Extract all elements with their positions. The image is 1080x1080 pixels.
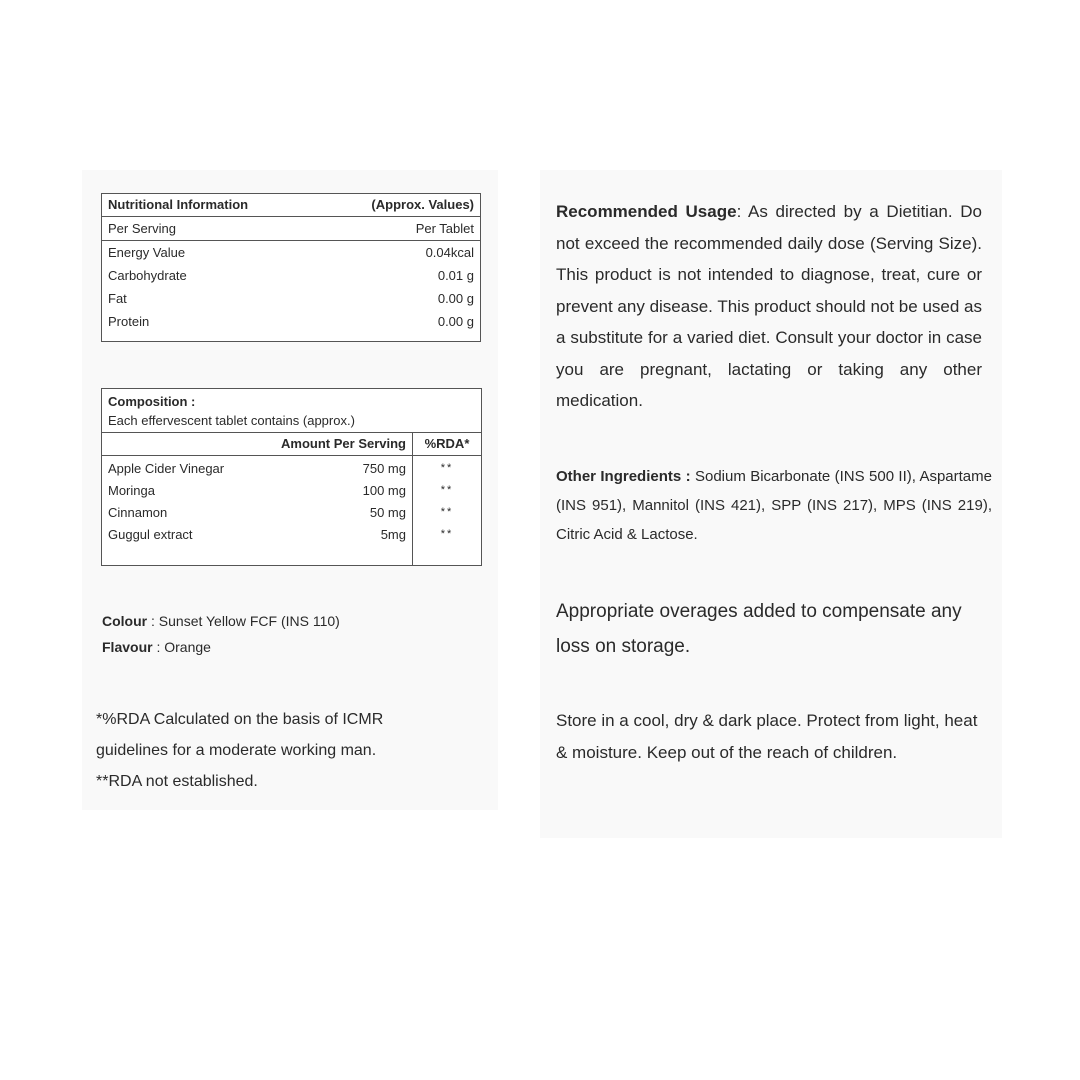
ingredient-amount: 50 mg — [369, 505, 406, 520]
rda-column-header: %RDA* — [424, 436, 470, 451]
header-spacer — [102, 433, 230, 455]
ingredient-amount: 5mg — [380, 527, 406, 542]
flavour-label: Flavour — [102, 639, 153, 655]
composition-header-row — [102, 433, 481, 456]
ingredient-rda: ** — [440, 462, 454, 474]
ingredient-name: Cinnamon — [108, 505, 168, 520]
nutrition-header-row — [102, 194, 480, 217]
flavour-value: : Orange — [156, 639, 211, 655]
ingredient-name: Apple Cider Vinegar — [108, 461, 225, 476]
table-row — [102, 241, 480, 264]
amount-column-header: Amount Per Serving — [230, 433, 413, 455]
nutrition-title-note: (Approx. Values) — [371, 197, 474, 212]
ingredient-rda-column — [413, 456, 481, 566]
table-row — [102, 264, 480, 287]
footnote-line: **RDA not established. — [96, 773, 258, 790]
serving-value: Per Tablet — [415, 221, 474, 236]
rda-footnotes — [96, 704, 383, 797]
ingredient-rda: ** — [440, 484, 454, 496]
composition-table — [101, 388, 482, 566]
table-row — [102, 287, 480, 310]
colour-value: : Sunset Yellow FCF (INS 110) — [151, 613, 340, 629]
nutrient-value: 0.04kcal — [425, 245, 474, 260]
usage-label: Recommended Usage — [556, 202, 737, 221]
table-row — [102, 310, 480, 333]
nutrient-value: 0.01 g — [437, 268, 474, 283]
nutrient-label: Protein — [108, 314, 150, 329]
ingredient-amount: 100 mg — [362, 483, 406, 498]
composition-subtitle: Each effervescent tablet contains (approx.) — [102, 411, 481, 433]
usage-text: : As directed by a Dietitian. Do not exceed the recommended daily dose (Serving Size). This product is not intended to diagnose, treat, cure or prevent any disease. This product should not be used as a substitute for a varied diet. Consult your doctor in case you are pregnant, lactating or taking any other medication. — [556, 202, 982, 410]
colour-label: Colour — [102, 613, 148, 629]
nutrient-value: 0.00 g — [437, 291, 474, 306]
recommended-usage-paragraph — [556, 196, 982, 417]
composition-body — [102, 456, 481, 566]
ingredient-name-column — [102, 456, 341, 566]
ingredients-text: Sodium Bicarbonate (INS 500 II), Aspartame (INS 951), Mannitol (INS 421), SPP (INS 217), MPS (INS 219), Citric Acid & Lactose. — [556, 468, 992, 543]
ingredients-label: Other Ingredients : — [556, 468, 691, 485]
nutrient-label: Energy Value — [108, 245, 186, 260]
composition-title: Composition : — [108, 394, 196, 409]
colour-flavour-block — [102, 608, 340, 660]
other-ingredients-paragraph — [556, 462, 992, 549]
colour-line — [102, 608, 340, 634]
overages-note: Appropriate overages added to compensate any loss on storage. — [556, 601, 962, 657]
nutrition-table — [101, 193, 481, 342]
footnote-line: *%RDA Calculated on the basis of ICMR — [96, 711, 384, 728]
nutrient-label: Fat — [108, 291, 127, 306]
nutrient-value: 0.00 g — [437, 314, 474, 329]
serving-label: Per Serving — [108, 221, 176, 236]
nutrition-serving-row — [102, 217, 480, 241]
flavour-line — [102, 634, 340, 660]
storage-instructions: Store in a cool, dry & dark place. Protect from light, heat & moisture. Keep out of the reach of children. — [556, 711, 978, 762]
ingredient-rda: ** — [440, 506, 454, 518]
footnote-line: guidelines for a moderate working man. — [96, 742, 377, 759]
ingredient-rda: ** — [440, 528, 454, 540]
ingredient-amount-column — [341, 456, 413, 566]
nutrition-title: Nutritional Information — [108, 197, 249, 212]
nutrient-label: Carbohydrate — [108, 268, 187, 283]
ingredient-name: Moringa — [108, 483, 155, 498]
ingredient-name: Guggul extract — [108, 527, 193, 542]
ingredient-amount: 750 mg — [362, 461, 406, 476]
